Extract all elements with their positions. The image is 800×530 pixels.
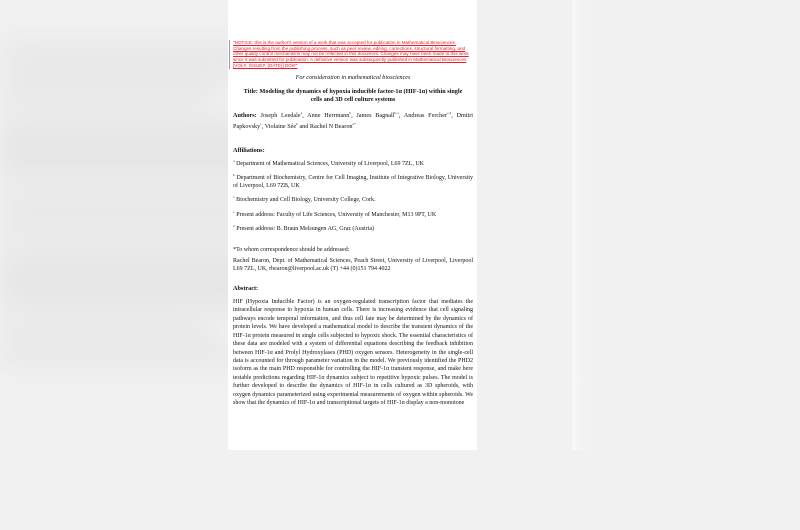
for-consideration: For consideration in mathematical biosciences [295, 74, 411, 81]
affiliation-item: $^c$ Biochemistry and Cell Biology, University College, Cork. [233, 195, 376, 204]
page-content [233, 40, 473, 407]
author: Joseph Leedale$^a$, [260, 110, 304, 119]
authors-label: Authors: [233, 111, 257, 119]
notice-text: "NOTICE: this is the author's version of a work that was accepted for publication in Mathematical Biosciences. Changes resulting from the publishing process, such as peer review, editing, corrections, structural formatting, and other quality control mechanisms may not be reflected in this document. Changes may have been made to this work since it was submitted for publication. A definitive version was subsequently published in Mathematical Biosciences [VOL#, ISSUE#, (DATE)] DOI#" [233, 40, 469, 68]
correspondence-body: Rachel Bearon, Dept. of Mathematical Sciences, Peach Street, University of Liverpool, Liverpool L69 7ZL, UK, rbearon@liverpool.ac.uk (T) +44 (0)151 794 4022 [233, 258, 473, 273]
author: James Bagnall$^{b,1}$, [356, 110, 401, 119]
background-strip [572, 0, 586, 450]
affiliation-item: $^a$ Department of Mathematical Sciences, University of Liverpool, L69 7ZL, UK [233, 158, 425, 167]
author: Andreas Fercher$^{c,2}$, [403, 110, 453, 119]
affiliation-item: $^b$ Department of Biochemistry, Centre for Cell Imaging, Institute of Integrative Biology, University of Liverpool, L69 7ZB, UK [233, 173, 473, 189]
affiliation-item: $^2$ Present address: B. Braun Melsungen AG, Graz (Austria) [233, 224, 375, 233]
authors [233, 109, 473, 131]
author: Dmitri Papkovsky$^c$, [233, 111, 474, 130]
abstract-heading: Abstract: [233, 285, 259, 293]
document-page [228, 0, 477, 450]
title-label: Title: [243, 87, 258, 95]
author: Anne Herrmann$^b$, [307, 110, 353, 119]
publication-notice [233, 40, 473, 69]
affiliations-heading: Affiliations: [233, 146, 265, 154]
affiliation-item: $^1$ Present address: Faculty of Life Sciences, University of Manchester, M13 9PT, UK [233, 209, 437, 218]
title-text: Modeling the dynamics of hypoxia inducible factor-1α (HIF-1α) within single cells and 3D cell culture systems [259, 87, 463, 103]
paper-title [233, 88, 473, 104]
abstract-text: HIF (Hypoxia Inducible Factor) is an oxygen-regulated transcription factor that mediates the intracellular response to hypoxia in human cells. There is increasing evidence that cell signaling pathways encode temporal information, and thus cell fate may be determined by the dynamics of protein levels. We have developed a mathematical model to describe the transient dynamics of the HIF-1α protein measured in single cells subjected to hypoxic shock. The essential characteristics of these data are modeled with a system of differential equations describing the feedback inhibition between HIF-1α and Prolyl Hydroxylases (PHD) oxygen sensors. Heterogeneity in the single-cell data is accounted for through parameter variation in the model. We previously identified the PHD2 isoform as the main PHD responsible for controlling the HIF-1α transient response, and make here testable predictions regarding HIF-1α dynamics subject to repetitive hypoxic pulses. The model is further developed to describe the dynamics of HIF-1α in cells cultured as 3D spheroids, with oxygen dynamics parameterized using experimental measurements of oxygen within spheroids. We show that the dynamics of HIF-1α and transcriptional targets of HIF-1α display a non-monotone [233, 299, 473, 406]
change-bar [229, 40, 230, 69]
author: Rachel N Bearon$^{a*}$ [309, 121, 356, 130]
author: Violaine Sée$^b$ and [264, 121, 309, 130]
correspondence-heading: *To whom correspondence should be addressed: [233, 247, 350, 254]
